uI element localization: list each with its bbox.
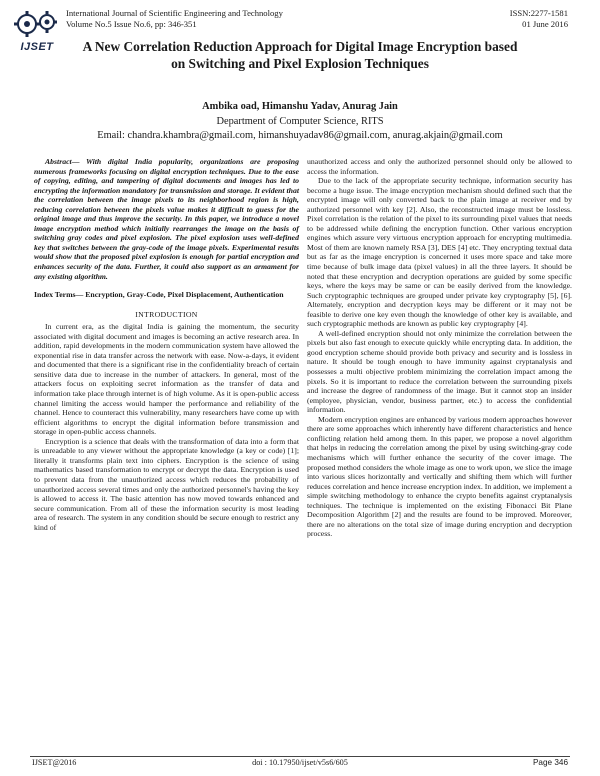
footer-divider [30, 756, 570, 757]
page-number: Page 346 [532, 758, 568, 767]
footer-journal: IJSET@2016 [32, 758, 77, 767]
section-heading-introduction: INTRODUCTION [135, 309, 198, 319]
index-terms: Index Terms— Encryption, Gray-Code, Pixel Displacement, Authentication [34, 290, 284, 300]
footer-doi: doi : 10.17950/ijset/v5s6/605 [252, 758, 348, 767]
intro-paragraph-2: Encryption is a science that deals with the transformation of data into a form that is unreadable to any viewer without the appropriate knowledge (a key or code) [1]; literally it transforms plain text into ciphers. Encryption is the science of using mathematics based transformation to encrypt or decrypt the data. Encryption is used to prevent data from the unauthorized access which reduces the probability of unauthorized access several times and only the authorized personnel's having the key is allowed to access it. The basic attention has now moved towards enhanced and secure communication. From all of these the information security is most leading area of research. The system in any condition should be secure enough to restrict any kind of [34, 436, 299, 532]
department: Department of Computer Science, RITS [216, 116, 384, 127]
issue-date: 01 June 2016 [522, 18, 568, 29]
intro-paragraph-5: Modern encryption engines are enhanced by various modern approaches however there are some approaches which inherently have different characteristics and hence conflicting relation held among them. In this paper, we propose a novel algorithm that helps in reducing the correlation among the pixel by using switching-gray code mechanisms which will further enhance the security of the cover image. The proposed method considers the whole image as one to work upon, we slice the image into various slices horizontally and vertically and shifting them which will further reduces correlation and hence increase encryption index. In addition, we implement a simple switching methodology to enhance the crypto benefits against cryptanalysis techniques. The technique is implemented on the existing Fibonacci Bit Plane Decomposition Algorithm [2] and the results are found to be improved. Moreover, there are no alterations on the total size of image during encryption and decryption process. [307, 414, 572, 539]
intro-paragraph-4: A well-defined encryption should not only minimize the correlation between the pixels but also fast enough to execute quickly while encrypting data. In addition, the good encryption scheme should provide both privacy and security and is lossless in nature. It should be tough enough to have immunity against cryptanalysis and possesses a multi objective problem minimizing the correlation impact among the pixels. So it is important to reduce the correlation between the surrounding pixels and increase the degree of randomness of the image. But it cannot stop an insider (employee, physician, vendor, business partner, etc.) to access the confidential information. [307, 328, 572, 415]
journal-header-right [510, 8, 568, 29]
authors: Ambika oad, Himanshu Yadav, Anurag Jain [202, 101, 398, 112]
journal-volume: Volume No.5 Issue No.6, pp: 346-351 [66, 18, 197, 29]
title-line-2: on Switching and Pixel Explosion Techniques [171, 55, 429, 71]
right-column [307, 157, 572, 539]
intro-paragraph-1: In current era, as the digital India is gaining the momentum, the security associated with digital document and images is becoming an active research area. In addition, rapid developments in the modern communication system have allowed the exponential rise in data transfer across the network with ease. Now-a-days, it evident and documented that there is a significant rise in the confidentiality breach of certain sensitive data due to increase in the number of attackers. In general, most of the attackers focus on exploiting secret information as the transfer of data and information take place through internet is of high volume. As it is open-public access channel limiting the access would hamper the performance and reliability of the channel. Hence to counteract this vulnerability, many researchers have come up with efficient algorithms to encrypt the digital information before transmission and storage in open-public access channels. [34, 322, 299, 437]
author-emails: Email: chandra.khambra@gmail.com, himanshuyadav86@gmail.com, anurag.akjain@gmail.com [97, 130, 503, 141]
left-column [34, 157, 299, 532]
intro-paragraph-3: Due to the lack of the appropriate security technique, information security has become a huge issue. The image encryption mechanism should defined such that the encrypted image will only converted back to the plain image at receiver end by authorized personnel with key [2]. Also, the reconstructed image must be lossless. Pixel correlation is the relation of the pixel to its surrounding pixel values that needs to be addressed while defining the encryption function. Other various encryption engines which assure very virtuous encryption approach for encrypting multimedia. Most of them are known namely RSA [3], DES [4] etc. They encrypting textual data but as far as the image encryption is concerned it uses more space and take more time because of bulk image data (pixel values) in all the three layers. It should be noted that these encryption and decryption operations are guided by some specific keys, where the keys may be same or can be easily derived from the knowledge. Such cryptographic techniques are grouped under private key cryptography [5], [6]. Alternately, encryption and decryption keys may be different or it may not be feasible to derive one key even though the knowledge of other key is available, and such cryptographic methods are known as public key cryptography [4]. [307, 176, 572, 329]
title-line-1: A New Correlation Reduction Approach for Digital Image Encryption based [82, 39, 518, 54]
gear-emblem-icon [9, 7, 65, 41]
journal-header [66, 8, 283, 29]
paper-title [20, 39, 580, 72]
abstract: Abstract— With digital India popularity, organizations are proposing numerous frameworks focusing on digital encryption techniques. Due to the ease of copying, editing, and tampering of digital documents and images has led to encrypting the information mandatory for transmission and storage. It evident that the correlation between the image pixels to its neighborhood region is high, reducing correlation between the pixels value makes it difficult to guess for the original image and thus improve the security. In this paper, we introduce a novel image encryption method which initially rearranges the image on the basis of switching gray codes and pixel explosion. The pixel explosion uses well-defined key that switches between the gray-code of the image pixels. Experimental results would show that the proposed pixel explosion is enough for partial encryption and enhances security of the data. Further, it could also support as an armament for any existing algorithm. [34, 157, 299, 281]
logo-text: IJSET [20, 41, 54, 53]
issn: ISSN:2277-1581 [509, 8, 568, 18]
intro-paragraph-continued: unauthorized access and only the authorized personnel should only be allowed to access the information. [307, 157, 572, 176]
journal-name: International Journal of Scientific Engineering and Technology [66, 8, 283, 18]
